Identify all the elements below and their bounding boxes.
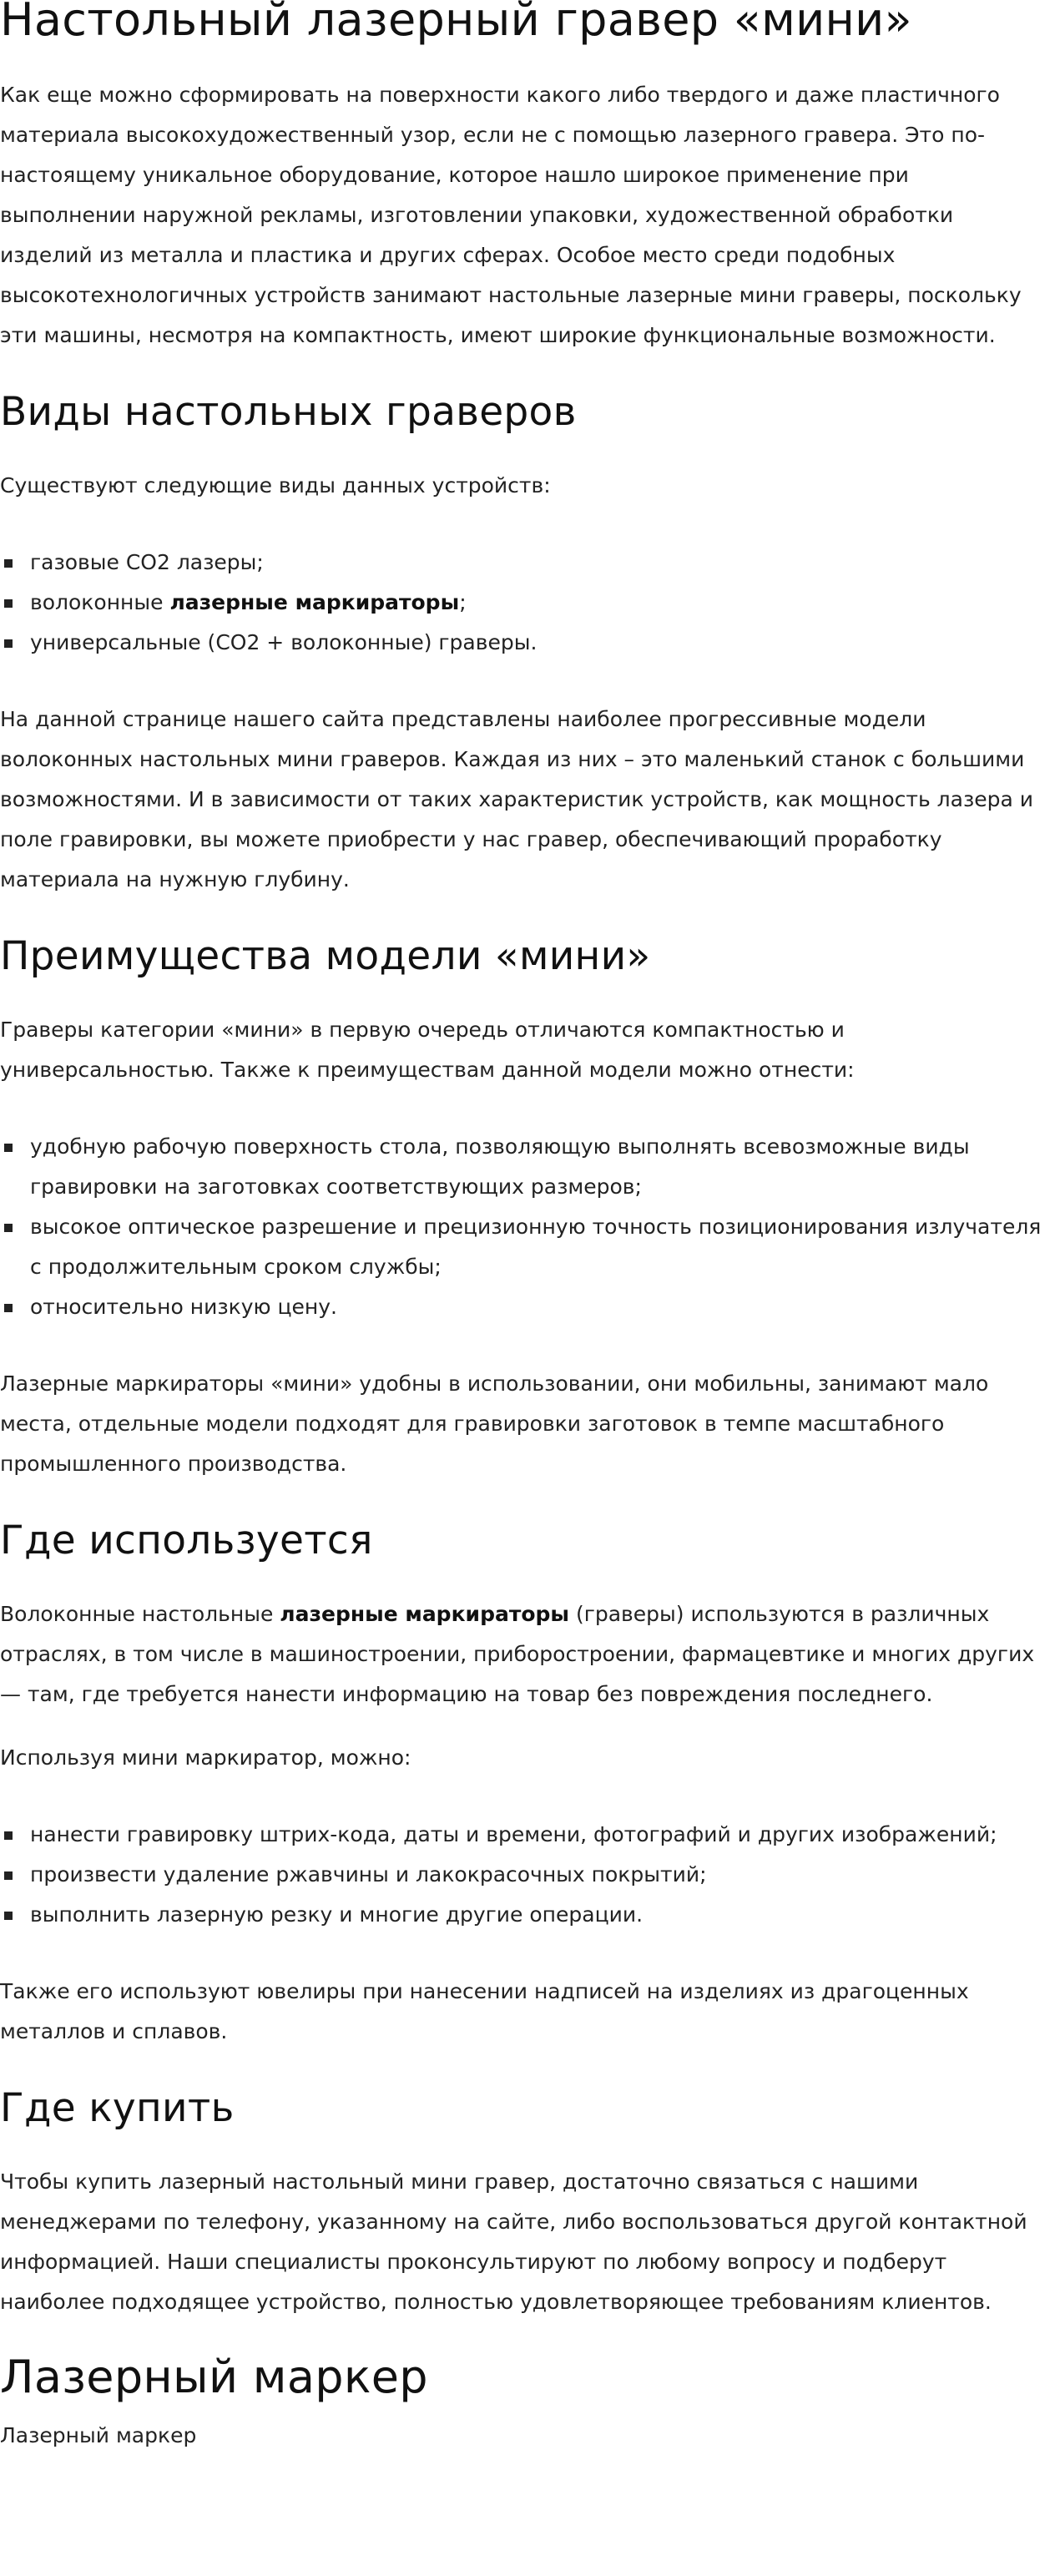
intro-paragraph: Как еще можно сформировать на поверхности какого либо твердого и даже пластичного материала высокохудожественный узор, если не с помощью лазерного гравера. Это по-настоящему уникальное оборудование, которое нашло широкое применение при выполнении наружной рекламы, изготовлении упаковки, художественной обработки изделий из металла и пластика и других сферах. Особое место среди подобных высокотехнологичных устройств занимают настольные лазерные мини граверы, поскольку эти машины, несмотря на компактность, имеют широкие функциональные возможности. bbox=[0, 83, 1022, 347]
types-list bbox=[0, 543, 1048, 663]
buy-paragraph: Чтобы купить лазерный настольный мини гравер, достаточно связаться с нашими менеджерами по телефону, указанному на сайте, либо воспользоваться другой контактной информацией. Наши специалисты проконсультируют по любому вопросу и подберут наиболее подходящее устройство, полностью удовлетворяющее требованиям клиентов. bbox=[0, 2169, 1027, 2314]
list-item-text: волоконные bbox=[30, 590, 170, 614]
usage-after-paragraph: Также его используют ювелиры при нанесении надписей на изделиях из драгоценных металлов и сплавов. bbox=[0, 1979, 969, 2043]
marker-caption: Лазерный маркер bbox=[0, 2423, 197, 2447]
types-lead: Существуют следующие виды данных устройств: bbox=[0, 473, 551, 498]
usage-list bbox=[0, 1815, 1048, 1935]
section-heading-advantages: Преимущества модели «мини» bbox=[0, 933, 651, 979]
usage-text: (граверы) используются в различных отраслях, в том числе в машиностроении, приборостроении, фармацевтике и многих других — там, где требуется нанести информацию на товар без повреждения последнего. bbox=[0, 1602, 1035, 1706]
advantages-lead: Граверы категории «мини» в первую очередь отличаются компактностью и универсальностью. Также к преимуществам данной модели можно отнести: bbox=[0, 1018, 855, 1082]
section-heading-usage: Где используется bbox=[0, 1518, 373, 1563]
list-item bbox=[30, 583, 1048, 623]
advantages-list bbox=[0, 1127, 1048, 1327]
section-heading-marker: Лазерный маркер bbox=[0, 2351, 428, 2403]
section-heading-buy: Где купить bbox=[0, 2085, 235, 2131]
list-item: относительно низкую цену. bbox=[30, 1287, 1048, 1327]
list-item: высокое оптическое разрешение и прецизионную точность позиционирования излучателя с продолжительным сроком службы; bbox=[30, 1207, 1048, 1287]
usage-paragraph bbox=[0, 1594, 1048, 1715]
page-title: Настольный лазерный гравер «мини» bbox=[0, 0, 912, 46]
advantages-after-paragraph: Лазерные маркираторы «мини» удобны в использовании, они мобильны, занимают мало места, отдельные модели подходят для гравировки заготовок в темпе масштабного промышленного производства. bbox=[0, 1371, 989, 1476]
types-after-paragraph: На данной странице нашего сайта представлены наиболее прогрессивные модели волоконных настольных мини граверов. Каждая из них – это маленький станок с большими возможностями. И в зависимости от таких характеристик устройств, как мощность лазера и поле гравировки, вы можете приобрести у нас гравер, обеспечивающий проработку материала на нужную глубину. bbox=[0, 707, 1034, 891]
bold-term: лазерные маркираторы bbox=[280, 1602, 569, 1626]
list-item: газовые CO2 лазеры; bbox=[30, 543, 1048, 583]
usage-text: Волоконные настольные bbox=[0, 1602, 280, 1626]
bold-term: лазерные маркираторы bbox=[169, 590, 460, 614]
list-item: произвести удаление ржавчины и лакокрасочных покрытий; bbox=[30, 1855, 1048, 1895]
usage-lead: Используя мини маркиратор, можно: bbox=[0, 1745, 411, 1770]
list-item-text: ; bbox=[459, 590, 467, 614]
list-item: нанести гравировку штрих-кода, даты и времени, фотографий и других изображений; bbox=[30, 1815, 1048, 1855]
section-heading-types: Виды настольных граверов bbox=[0, 389, 577, 435]
list-item: выполнить лазерную резку и многие другие операции. bbox=[30, 1895, 1048, 1935]
list-item: универсальные (CO2 + волоконные) граверы. bbox=[30, 623, 1048, 663]
list-item: удобную рабочую поверхность стола, позволяющую выполнять всевозможные виды гравировки на заготовках соответствующих размеров; bbox=[30, 1127, 1048, 1207]
